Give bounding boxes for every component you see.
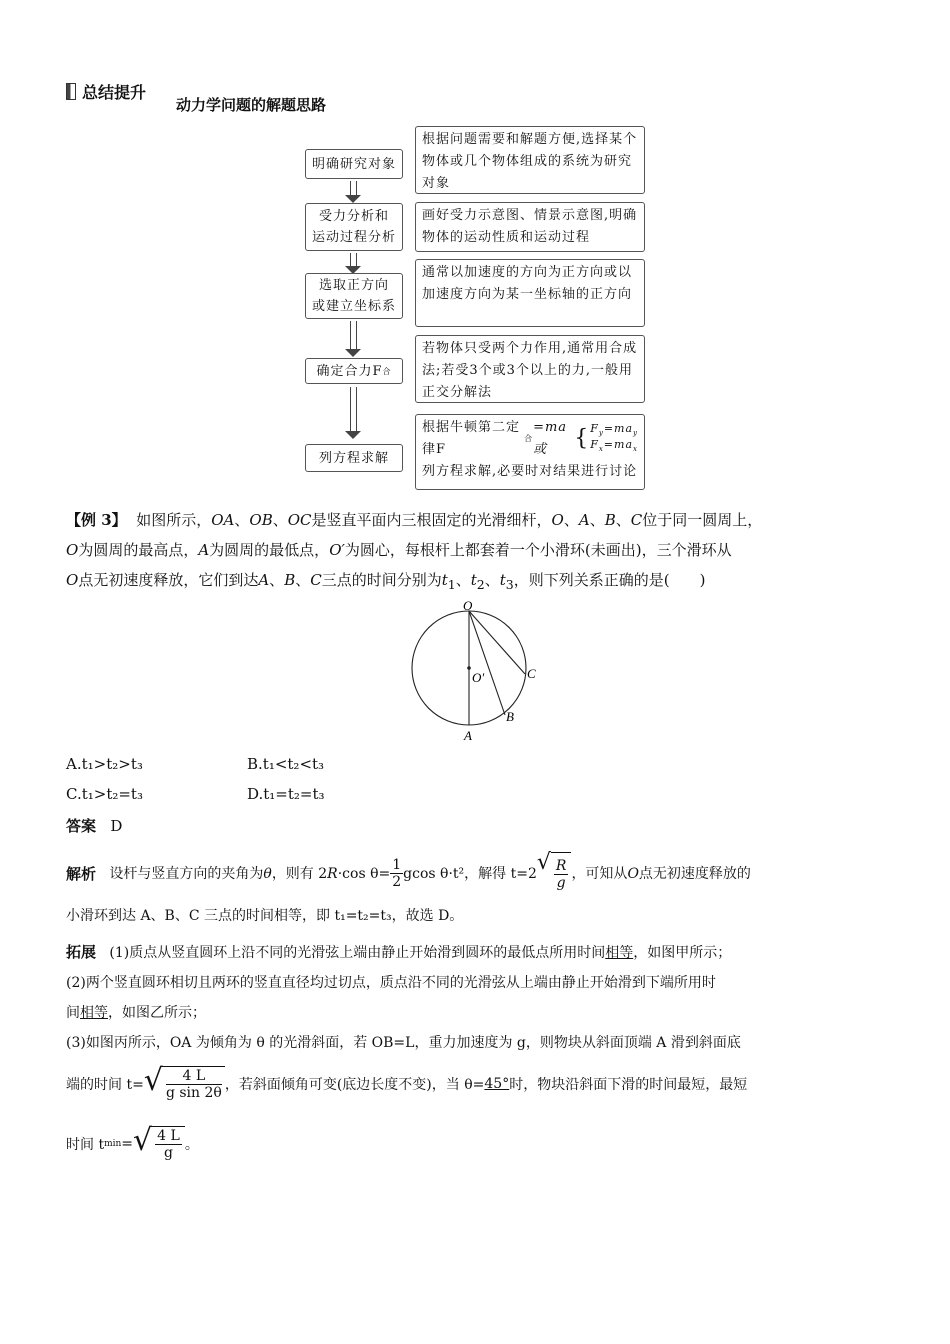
flow-step-1-label: 明确研究对象 xyxy=(311,156,396,172)
flow-desc-5-c: 列方程求解,必要时对结果进行讨论 xyxy=(422,464,638,479)
option-A: A.t₁>t₂>t₃ xyxy=(66,755,143,773)
extension-item-2b: 间相等，如图乙所示； xyxy=(66,1005,206,1021)
flow-step-5 xyxy=(305,444,403,472)
flow-step-3 xyxy=(305,273,403,319)
example-tag: 【例 3】 xyxy=(66,511,127,529)
example-problem xyxy=(66,505,886,600)
book-icon xyxy=(66,83,76,100)
flow-step-3-line2: 或建立坐标系 xyxy=(311,299,396,314)
extension-item-1: 拓展 (1)质点从竖直圆环上沿不同的光滑弦上端由静止开始滑到圆环的最低点所用时间相等，如图甲所示； xyxy=(66,943,732,961)
label-Oprime: O′ xyxy=(472,670,485,685)
label-B: B xyxy=(506,709,514,724)
flow-desc-5-b: =ma或 xyxy=(533,420,568,457)
option-C: C.t₁>t₂=t₃ xyxy=(66,785,143,803)
rod-OC xyxy=(469,611,525,674)
label-O: O xyxy=(463,598,473,613)
label-C: C xyxy=(527,666,536,681)
flow-step-4 xyxy=(305,358,403,384)
answer-value: D xyxy=(110,817,123,835)
circle-figure xyxy=(400,598,560,748)
label-A: A xyxy=(464,728,472,743)
option-D: D.t₁=t₂=t₃ xyxy=(247,785,325,803)
flow-desc-5-eq-y: $F_y=ma_y$ xyxy=(590,421,638,437)
down-arrow-icon xyxy=(350,181,357,195)
flow-step-4-label: 确定合力F xyxy=(316,363,383,379)
flow-step-4-sub: 合 xyxy=(382,366,392,376)
flow-step-2-line1: 受力分析和 xyxy=(318,209,389,224)
flow-desc-4: 若物体只受两个力作用,通常用合成法;若受3个或3个以上的力,一般用正交分解法 xyxy=(415,335,645,403)
rod-OB xyxy=(469,611,505,715)
down-arrow-icon xyxy=(350,321,357,349)
example-line-3: O点无初速度释放，它们到达A、B、C三点的时间分别为$t_1$、$t_2$、$t_3$，则下列关系正确的是( ) xyxy=(66,571,706,592)
extension-label: 拓展 xyxy=(66,943,97,961)
example-line-2: O为圆周的最高点，A为圆周的最低点，O′为圆心，每根杆上都套着一个小滑环(未画出)，三个滑环从 xyxy=(66,541,732,559)
flow-step-1 xyxy=(305,149,403,179)
center-point xyxy=(467,666,471,670)
analysis-line-1: 解析 设杆与竖直方向的夹角为 θ ，则有 2 R ·cos θ= $\frac{1}{2}$ gcos θ·t²，解得 t=2 √ $\frac{R}{g}$ ，可知从 O 点无初速度释放的 xyxy=(66,852,886,895)
sqrt-4L-over-gsin2theta: √ $\frac{4 L}{\text{g sin 2θ}}$ xyxy=(144,1066,225,1102)
flow-step-2 xyxy=(305,203,403,251)
extension-item-2: (2)两个竖直圆环相切且两环的竖直直径均过切点，质点沿不同的光滑弦从上端由静止开始滑到下端所用时 xyxy=(66,975,716,991)
extension-item-3: (3)如图丙所示，OA 为倾角为 θ 的光滑斜面，若 OB=L，重力加速度为 g，则物块从斜面顶端 A 滑到斜面底 xyxy=(66,1035,741,1051)
example-line-1: 【例 3】 如图所示，OA、OB、OC是竖直平面内三根固定的光滑细杆，O、A、B、C位于同一圆周上， xyxy=(66,511,763,529)
flow-desc-5-eqs xyxy=(590,423,638,455)
fraction-half: $\frac{1}{2}$ xyxy=(392,857,402,890)
brace-icon: { xyxy=(574,426,590,451)
extension-item-3b: 端的时间 t= √ $\frac{4 L}{\text{g sin 2θ}}$ ，若斜面倾角可变(底边长度不变)，当 θ= 45° 时，物块沿斜面下滑的时间最短，最短 xyxy=(66,1063,748,1101)
summary-header xyxy=(66,80,146,103)
summary-label: 总结提升 xyxy=(82,83,147,102)
flow-desc-5-eq-x: $F_x=ma_x$ xyxy=(590,438,638,454)
flow-desc-5-a: 根据牛顿第二定律F xyxy=(422,420,521,457)
flow-step-5-label: 列方程求解 xyxy=(318,450,389,466)
flow-desc-1: 根据问题需要和解题方便,选择某个物体或几个物体组成的系统为研究对象 xyxy=(415,126,645,194)
answer-label: 答案 xyxy=(66,817,97,835)
flow-title: 动力学问题的解题思路 xyxy=(176,96,327,114)
down-arrow-icon xyxy=(350,253,357,266)
option-B: B.t₁<t₂<t₃ xyxy=(247,755,325,773)
sqrt-4L-over-g: √ $\frac{4 L}{g}$ xyxy=(133,1126,185,1162)
flow-desc-5 xyxy=(415,414,645,490)
down-arrow-icon xyxy=(350,387,357,431)
flow-step-2-line2: 运动过程分析 xyxy=(311,230,396,245)
flow-step-3-line1: 选取正方向 xyxy=(318,278,389,293)
answer xyxy=(66,815,122,836)
flow-desc-3: 通常以加速度的方向为正方向或以加速度方向为某一坐标轴的正方向 xyxy=(415,259,645,327)
flow-desc-2: 画好受力示意图、情景示意图,明确物体的运动性质和运动过程 xyxy=(415,202,645,252)
flow-desc-5-sub: 合 xyxy=(524,434,534,443)
analysis-label: 解析 xyxy=(66,864,97,883)
sqrt-R-over-g: √ $\frac{R}{g}$ xyxy=(537,852,572,895)
analysis-line-2: 小滑环到达 A、B、C 三点的时间相等，即 t₁=t₂=t₃，故选 D。 xyxy=(66,908,464,924)
extension xyxy=(66,937,896,1058)
extension-item-3c: 时间 t min = √ $\frac{4 L}{g}$ 。 xyxy=(66,1123,199,1161)
